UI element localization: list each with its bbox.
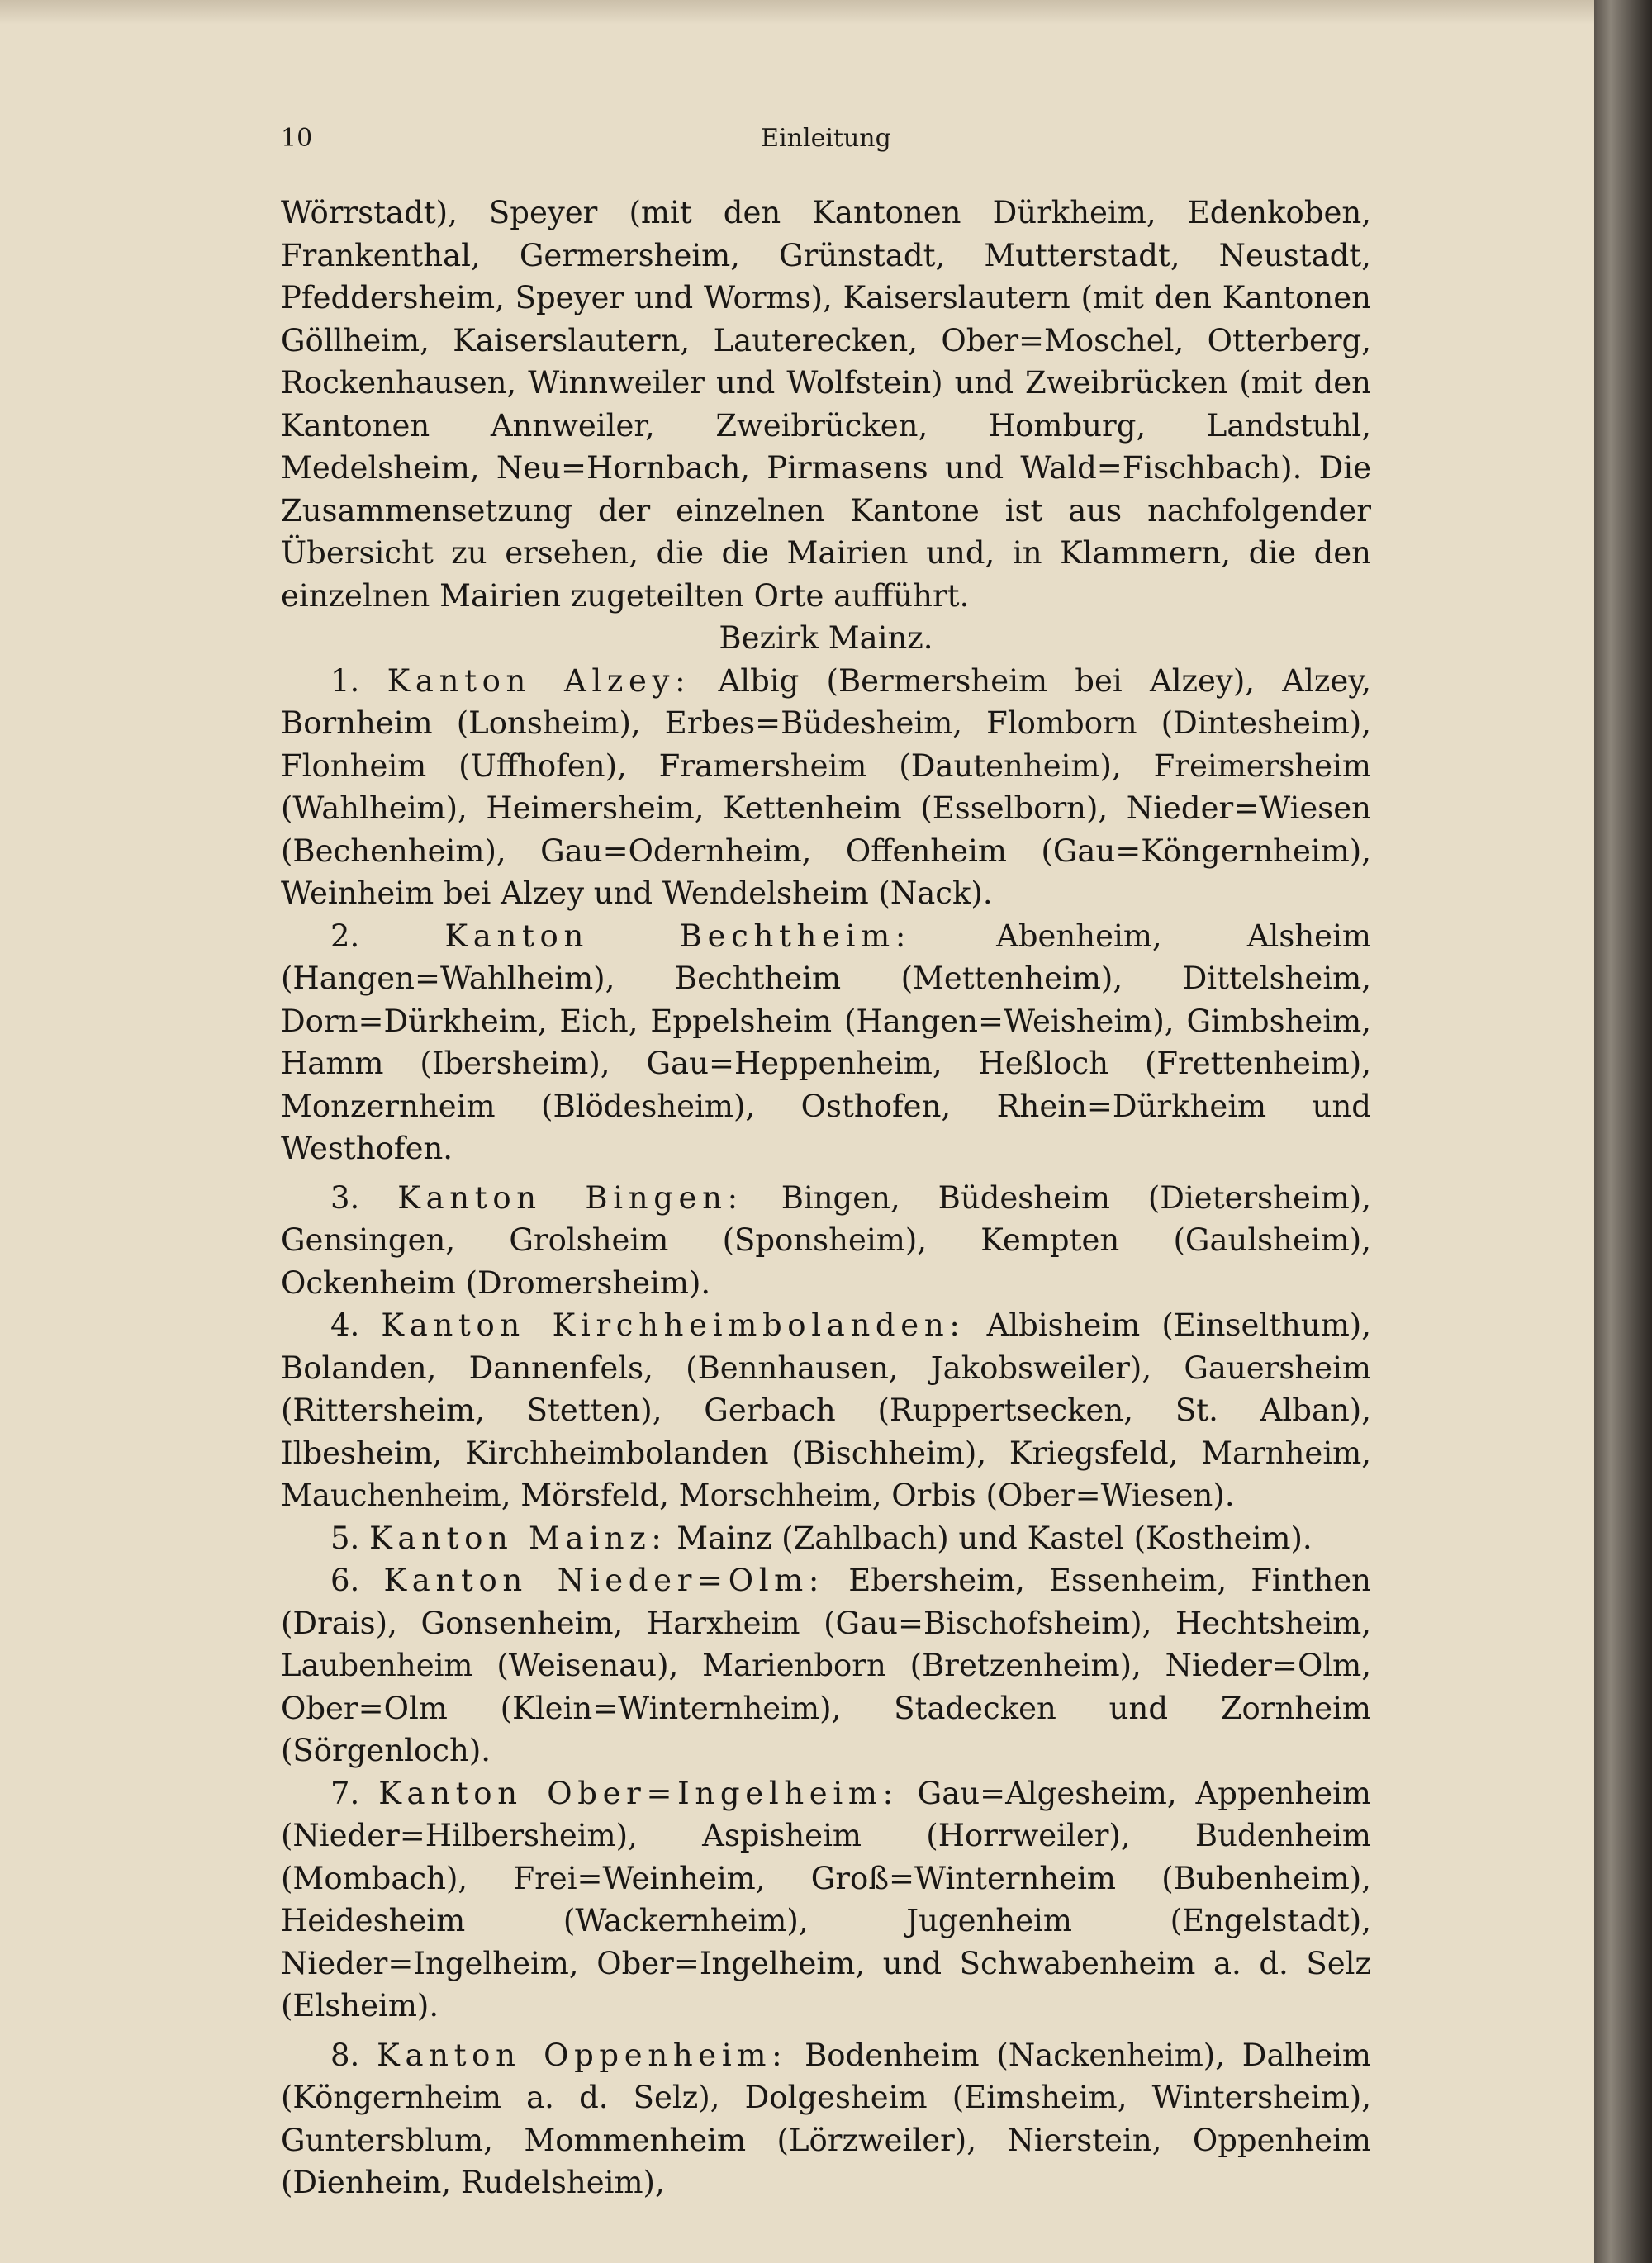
kanton-label: Kanton Oppenheim:: [377, 2037, 788, 2073]
kanton-number: 4.: [330, 1307, 360, 1343]
kanton-label: Kanton Alzey:: [387, 662, 691, 699]
kanton-number: 1.: [330, 662, 360, 699]
kanton-label: Kanton Kirchheimbolanden:: [381, 1307, 966, 1343]
kanton-number: 7.: [330, 1775, 360, 1811]
kanton-text: Bodenheim (Nackenheim), Dalheim (Köngernheim a. d. Selz), Dolgesheim (Eimsheim, Wintersheim), Guntersblum, Mommenheim (Lörzweiler), Nierstein, Oppenheim (Dienheim, Rudelsheim),: [281, 2037, 1372, 2200]
kanton-number: 8.: [330, 2037, 360, 2073]
kanton-entry: [281, 915, 1371, 1170]
kanton-text: Abenheim, Alsheim (Hangen=Wahlheim), Bechtheim (Mettenheim), Dittelsheim, Dorn=Dürkheim, Eich, Eppelsheim (Hangen=Weisheim), Gimbsheim, Hamm (Ibersheim), Gau=Heppenheim, Heßloch (Frettenheim), Monzernheim (Blödesheim), Osthofen, Rhein=Dürkheim und Westhofen.: [281, 918, 1371, 1166]
kanton-text: Albisheim (Einselthum), Bolanden, Dannenfels, (Bennhausen, Jakobsweiler), Gauersheim (Rittersheim, Stetten), Gerbach (Ruppertsecken, St. Alban), Ilbesheim, Kirchheimbolanden (Bischheim), Kriegsfeld, Marnheim, Mauchenheim, Mörsfeld, Morschheim, Orbis (Ober=Wiesen).: [281, 1307, 1372, 1513]
kanton-text: Bingen, Büdesheim (Dietersheim), Gensingen, Grolsheim (Sponsheim), Kempten (Gaulsheim), Ockenheim (Dromersheim).: [281, 1179, 1371, 1301]
kanton-entry: [281, 1772, 1371, 2028]
kanton-label: Kanton Ober=Ingelheim:: [378, 1775, 899, 1811]
kanton-label: Kanton Nieder=Olm:: [383, 1563, 825, 1598]
page-top-shadow: [0, 0, 1594, 25]
kanton-entry: [281, 2034, 1371, 2204]
kanton-text: Mainz (Zahlbach) und Kastel (Kostheim).: [676, 1520, 1313, 1556]
kanton-number: 5.: [330, 1520, 360, 1556]
kanton-number: 2.: [330, 918, 360, 954]
kanton-label: Kanton Bechtheim:: [444, 918, 911, 954]
kanton-entry: [281, 1304, 1371, 1517]
book-binding-edge: [1594, 0, 1652, 2263]
running-head: [281, 124, 1371, 165]
kanton-entry: [281, 1517, 1371, 1560]
kanton-number: 6.: [330, 1563, 360, 1598]
kanton-entry: [281, 660, 1371, 915]
intro-paragraph: Wörrstadt), Speyer (mit den Kantonen Dürkheim, Edenkoben, Frankenthal, Germersheim, Grünstadt, Mutterstadt, Neustadt, Pfeddersheim, Speyer und Worms), Kaiserslautern (mit den Kantonen Göllheim, Kaiserslautern, Lauterecken, Ober=Moschel, Otterberg, Rockenhausen, Winnweiler und Wolfstein) und Zweibrücken (mit den Kantonen Annweiler, Zweibrücken, Homburg, Landstuhl, Medelsheim, Neu=Hornbach, Pirmasens und Wald=Fischbach). Die Zusammensetzung der einzelnen Kantone ist aus nachfolgender Übersicht zu ersehen, die die Mairien und, in Klammern, die den einzelnen Mairien zugeteilten Orte aufführt.: [281, 195, 1371, 614]
kanton-label: Kanton Bingen:: [397, 1179, 743, 1216]
kanton-entry: [281, 1559, 1371, 1772]
body-text: [281, 192, 1371, 2204]
kanton-text: Ebersheim, Essenheim, Finthen (Drais), Gonsenheim, Harxheim (Gau=Bischofsheim), Hechtsheim, Laubenheim (Weisenau), Marienborn (Bretzenheim), Nieder=Olm, Ober=Olm (Klein=Winternheim), Stadecken und Zornheim (Sörgenloch).: [281, 1563, 1372, 1768]
header-title: Einleitung: [761, 124, 891, 153]
kanton-label: Kanton Mainz:: [369, 1520, 667, 1556]
kanton-text: Albig (Bermersheim bei Alzey), Alzey, Bornheim (Lonsheim), Erbes=Büdesheim, Flomborn (Dintesheim), Flonheim (Uffhofen), Framersheim (Dautenheim), Freimersheim (Wahlheim), Heimersheim, Kettenheim (Esselborn), Nieder=Wiesen (Bechenheim), Gau=Odernheim, Offenheim (Gau=Köngernheim), Weinheim bei Alzey und Wendelsheim (Nack).: [281, 662, 1371, 911]
kanton-number: 3.: [330, 1179, 360, 1216]
kanton-entry: [281, 1177, 1371, 1305]
page-number: 10: [281, 124, 313, 153]
section-heading: Bezirk Mainz.: [719, 620, 933, 656]
kanton-text: Gau=Algesheim, Appenheim (Nieder=Hilbersheim), Aspisheim (Horrweiler), Budenheim (Mombach), Frei=Weinheim, Groß=Winternheim (Bubenheim), Heidesheim (Wackernheim), Jugenheim (Engelstadt), Nieder=Ingelheim, Ober=Ingelheim, und Schwabenheim a. d. Selz (Elsheim).: [281, 1775, 1371, 2023]
